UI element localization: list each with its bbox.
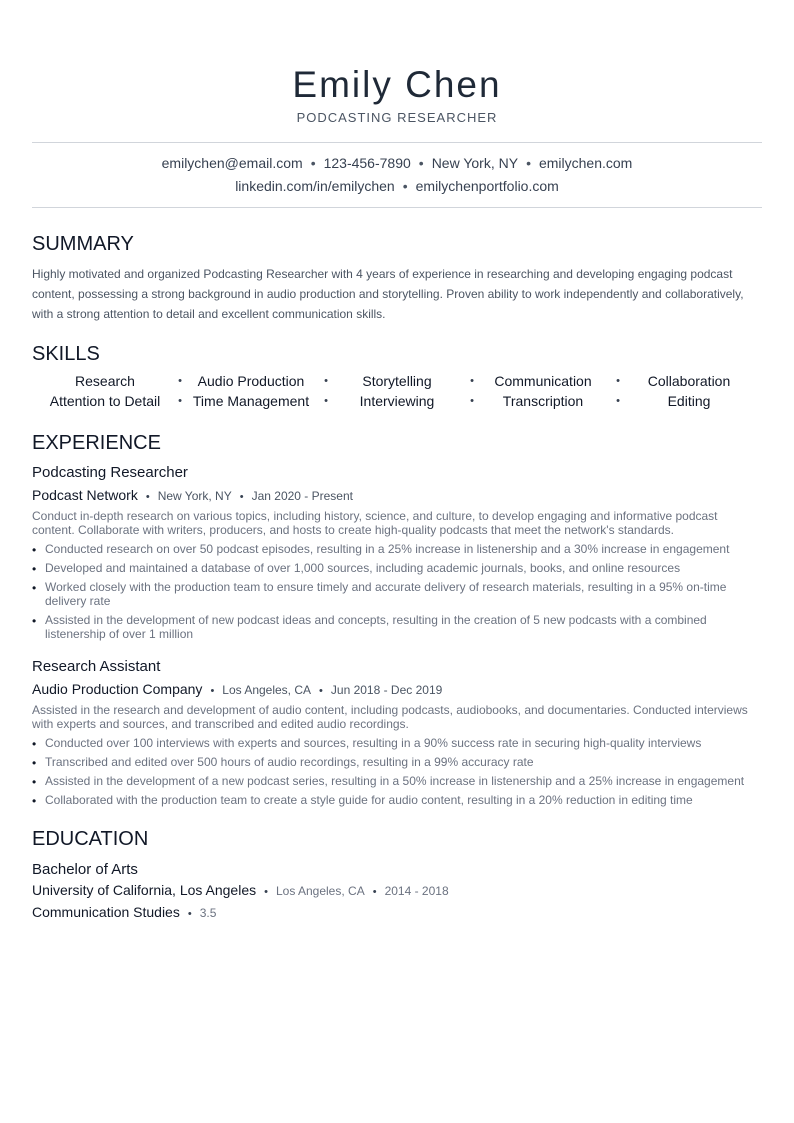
skill-label: Attention to Detail: [49, 393, 161, 409]
job-dates: Jun 2018 - Dec 2019: [330, 683, 443, 697]
skill-separator: •: [470, 395, 474, 407]
edu-school: University of California, Los Angeles: [32, 882, 257, 898]
skill-item: [470, 371, 620, 391]
meta-separator: •: [145, 491, 150, 503]
phone-text: 123-456-7890: [323, 155, 411, 171]
job-company: Podcast Network: [32, 487, 138, 503]
education-section: [32, 827, 762, 924]
resume-page: [32, 0, 762, 924]
education-heading: EDUCATION: [32, 828, 149, 850]
achievement-item: • Collaborated with the production team to create a style guide for audio content, resulting in a 20% reduction in editing time: [32, 793, 762, 807]
header-divider-bottom: [32, 207, 762, 208]
resume-header: [32, 0, 762, 126]
job-location: Los Angeles, CA: [222, 683, 312, 697]
edu-school-line: [32, 880, 762, 902]
job-dates: Jan 2020 - Present: [251, 489, 353, 503]
contact-separator: •: [418, 155, 424, 171]
skills-heading: SKILLS: [32, 343, 100, 365]
job-description: Conduct in-depth research on various topics, including history, science, and culture, to develop engaging and informative podcast content. Collaborate with writers, producers, and hosts to create high-quality podcasts that meet the network's standards.: [32, 509, 718, 537]
skill-item: [32, 391, 182, 411]
summary-text: Highly motivated and organized Podcasting Researcher with 4 years of experience in researching and developing engaging podcast content, possessing a strong background in audio production and storytelling. Proven ability to work independently and collaboratively, with a strong attention to detail and excellent communication skills.: [32, 267, 744, 321]
edu-major-line: [32, 902, 762, 924]
skill-separator: •: [178, 395, 182, 407]
experience-heading: EXPERIENCE: [32, 432, 161, 454]
email-link[interactable]: emilychen@email.com: [161, 155, 303, 171]
achievement-item: • Assisted in the development of a new podcast series, resulting in a 50% increase in listenership and a 25% increase in engagement: [32, 774, 762, 788]
achievement-item: • Assisted in the development of new podcast ideas and concepts, resulting in the creation of 5 new podcasts with a combined listenership of over 1 million: [32, 613, 762, 641]
contact-separator: •: [310, 155, 316, 171]
skill-label: Transcription: [502, 393, 584, 409]
meta-separator: •: [187, 908, 192, 920]
skill-label: Research: [75, 373, 135, 389]
achievement-item: • Conducted over 100 interviews with experts and sources, resulting in a 90% success rate in securing high-quality interviews: [32, 736, 762, 750]
job-entry: [32, 657, 762, 807]
candidate-name: Emily Chen: [292, 64, 502, 105]
job-achievements: [32, 542, 762, 641]
skills-section: [32, 342, 762, 411]
achievement-item: • Conducted research on over 50 podcast episodes, resulting in a 25% increase in listenership and a 30% increase in engagement: [32, 542, 762, 556]
skill-separator: •: [178, 375, 182, 387]
skill-item: [470, 391, 620, 411]
meta-separator: •: [372, 886, 377, 898]
skill-item: [324, 391, 474, 411]
edu-location: Los Angeles, CA: [275, 884, 365, 898]
achievement-item: • Transcribed and edited over 500 hours of audio recordings, resulting in a 99% accuracy rate: [32, 755, 762, 769]
skill-separator: •: [324, 395, 328, 407]
achievement-item: • Worked closely with the production team to ensure timely and accurate delivery of research materials, resulting in a 95% on-time delivery rate: [32, 580, 762, 608]
location-text: New York, NY: [431, 155, 519, 171]
skill-item: [324, 371, 474, 391]
achievement-item: • Developed and maintained a database of over 1,000 sources, including academic journals, books, and online resources: [32, 561, 762, 575]
skill-label: Editing: [667, 393, 711, 409]
skill-separator: •: [616, 375, 620, 387]
skill-label: Storytelling: [362, 373, 432, 389]
contact-separator: •: [402, 178, 408, 194]
job-company: Audio Production Company: [32, 681, 203, 697]
edu-major: Communication Studies: [32, 904, 180, 920]
contact-info: [32, 143, 762, 207]
skill-label: Time Management: [192, 393, 310, 409]
skill-label: Collaboration: [647, 373, 731, 389]
job-location: New York, NY: [157, 489, 232, 503]
job-description: Assisted in the research and development of audio content, including podcasts, audiobooks, and documentaries. Conducted interviews with experts and sources, and transcribed and edited audio recordings.: [32, 703, 748, 731]
skills-grid: [32, 371, 762, 411]
edu-dates: 2014 - 2018: [384, 884, 449, 898]
skill-label: Communication: [494, 373, 592, 389]
job-title: Research Assistant: [32, 658, 161, 675]
summary-heading: SUMMARY: [32, 233, 134, 255]
portfolio-link[interactable]: emilychenportfolio.com: [415, 178, 559, 194]
job-entry: [32, 463, 762, 641]
contact-line-1: [32, 152, 762, 175]
skill-separator: •: [324, 375, 328, 387]
job-achievements: [32, 736, 762, 807]
meta-separator: •: [319, 685, 323, 697]
linkedin-link[interactable]: linkedin.com/in/emilychen: [235, 178, 395, 194]
website-link[interactable]: emilychen.com: [538, 155, 633, 171]
meta-separator: •: [210, 685, 215, 697]
meta-separator: •: [239, 491, 244, 503]
contact-line-2: [32, 175, 762, 198]
skill-item: [178, 391, 328, 411]
skill-item: [616, 391, 762, 411]
meta-separator: •: [264, 886, 268, 898]
skill-separator: •: [470, 375, 474, 387]
job-meta: [32, 485, 762, 507]
skill-label: Interviewing: [359, 393, 435, 409]
edu-gpa: 3.5: [199, 906, 217, 920]
skill-label: Audio Production: [197, 373, 305, 389]
skill-item: [32, 371, 182, 391]
job-meta: [32, 679, 762, 701]
edu-degree: Bachelor of Arts: [32, 861, 138, 878]
summary-section: [32, 232, 762, 324]
candidate-title: PODCASTING RESEARCHER: [296, 110, 498, 125]
skill-item: [616, 371, 762, 391]
experience-section: [32, 431, 762, 807]
contact-separator: •: [526, 155, 531, 171]
job-title: Podcasting Researcher: [32, 464, 188, 481]
skill-item: [178, 371, 328, 391]
skill-separator: •: [616, 395, 620, 407]
